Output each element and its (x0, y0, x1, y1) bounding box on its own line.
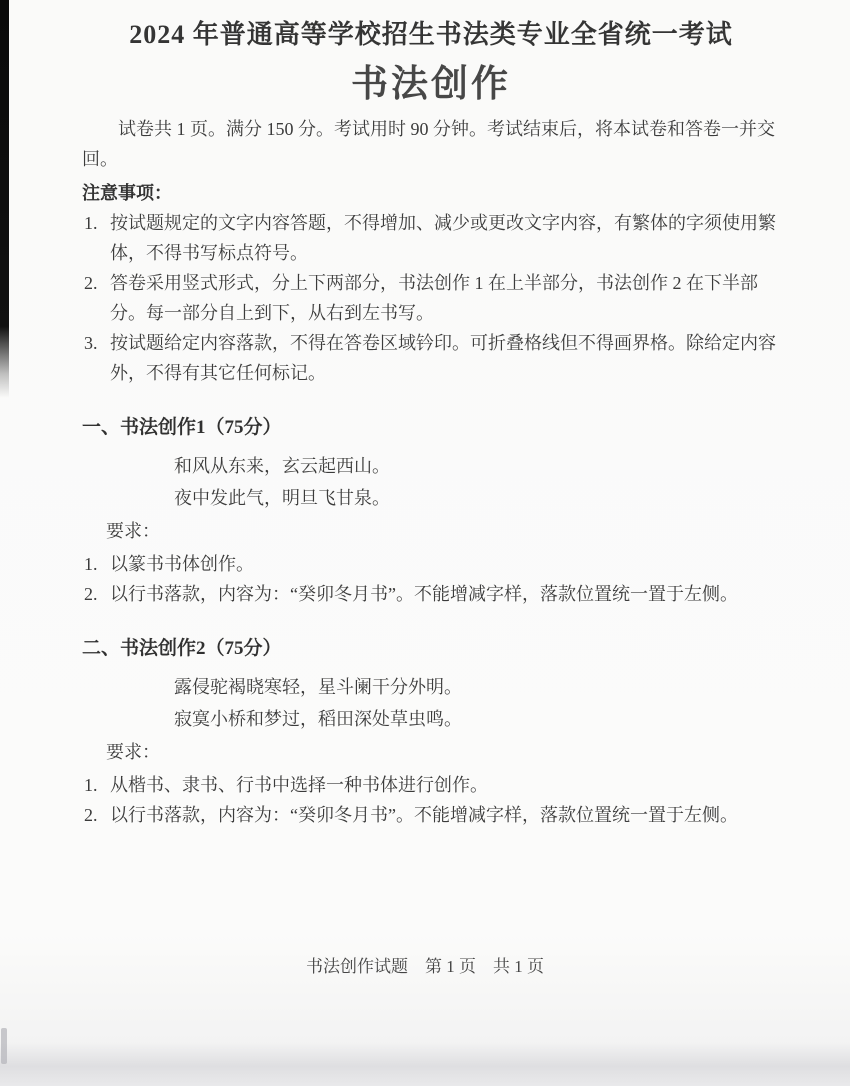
section-creation-2 (82, 633, 780, 830)
page-footer: 书法创作试题 第 1 页 共 1 页 (306, 957, 544, 976)
exam-intro-text: 试卷共 1 页。满分 150 分。考试用时 90 分钟。考试结束后，将本试卷和答卷一并交回。 (82, 119, 775, 170)
page-title: 书法创作 (351, 62, 511, 104)
section-creation-1 (82, 412, 780, 609)
note-item: 答卷采用竖式形式，分上下两部分，书法创作 1 在上半部分，书法创作 2 在下半部分。每一部分自上到下，从右到左书写。 (110, 273, 758, 324)
note-item: 按试题规定的文字内容答题，不得增加、减少或更改文字内容，有繁体的字须使用繁体，不得书写标点符号。 (110, 213, 776, 264)
scan-edge-artifact-small (1, 1028, 7, 1064)
note-item: 按试题给定内容落款，不得在答卷区域钤印。可折叠格线但不得画界格。除给定内容外，不得有其它任何标记。 (110, 333, 776, 384)
requirement-item: 以行书落款，内容为：“癸卯冬月书”。不能增减字样，落款位置统一置于左侧。 (110, 584, 738, 605)
scan-shadow-band (0, 1042, 850, 1086)
poem-line: 露侵驼褐晓寒轻，星斗阑干分外明。 (174, 677, 462, 698)
requirements-heading: 要求： (106, 742, 160, 763)
requirements-heading: 要求： (106, 521, 160, 542)
poem-line: 和风从东来，玄云起西山。 (174, 456, 390, 477)
requirements-list (82, 549, 780, 609)
exam-header-line: 2024 年普通高等学校招生书法类专业全省统一考试 (129, 20, 733, 49)
section-heading: 二、书法创作2（75分） (82, 638, 282, 660)
requirements-list (82, 770, 780, 830)
requirement-item: 以篆书书体创作。 (110, 554, 254, 575)
poem-line: 夜中发此气，明旦飞甘泉。 (174, 488, 390, 509)
requirement-item: 以行书落款，内容为：“癸卯冬月书”。不能增减字样，落款位置统一置于左侧。 (110, 805, 738, 826)
notes-heading: 注意事项： (82, 183, 172, 204)
requirement-item: 从楷书、隶书、行书中选择一种书体进行创作。 (110, 775, 488, 796)
notes-list (82, 208, 780, 388)
section-heading: 一、书法创作1（75分） (82, 417, 282, 439)
poem-block (174, 450, 780, 514)
poem-block (174, 671, 780, 735)
poem-line: 寂寞小桥和梦过，稻田深处草虫鸣。 (174, 709, 462, 730)
